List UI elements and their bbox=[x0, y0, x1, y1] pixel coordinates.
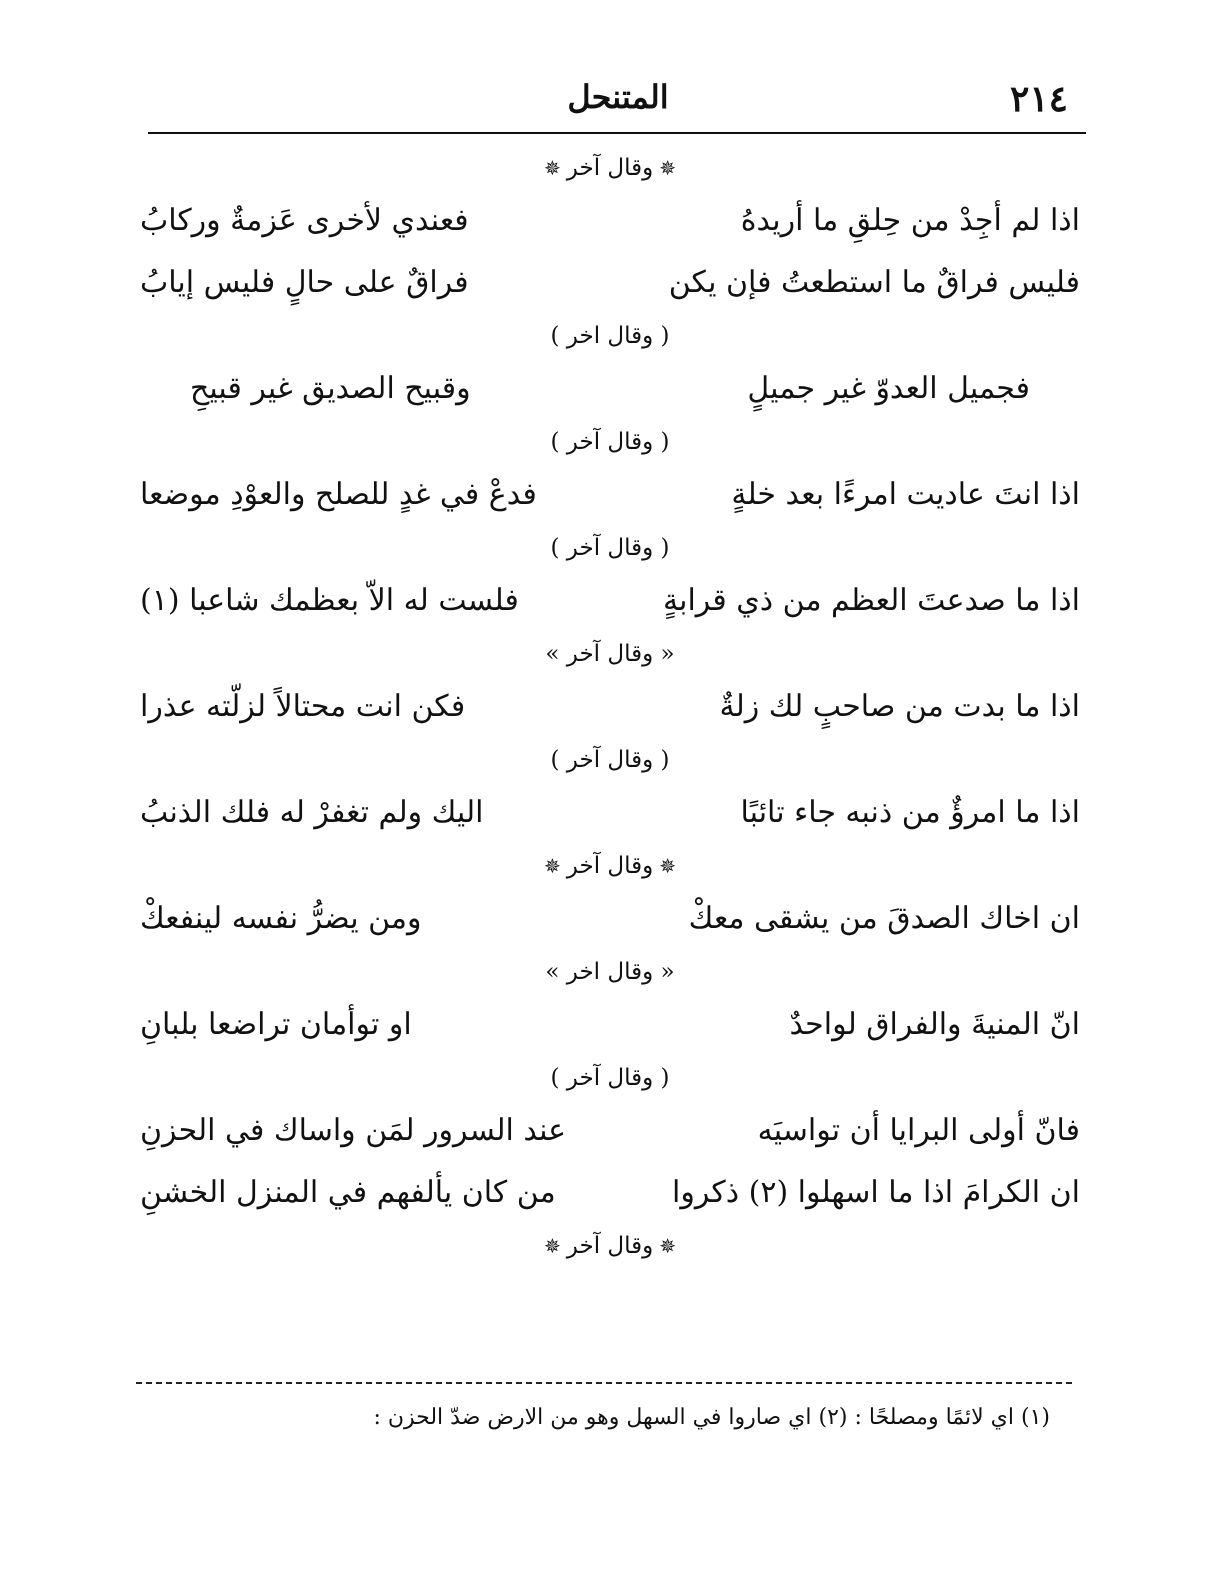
header-rule bbox=[148, 132, 1086, 134]
section-heading-text: وقال آخر bbox=[566, 155, 654, 181]
section-heading-text: « وقال اخر » bbox=[545, 959, 675, 985]
first-hemistich: اذا ما امرؤٌ من ذنبه جاء تائبًا bbox=[740, 795, 1080, 830]
section-heading-text: ( وقال آخر ) bbox=[550, 429, 670, 455]
poem-body bbox=[130, 146, 1090, 1268]
second-hemistich: فدعْ في غدٍ للصلح والعوْدِ موضعا bbox=[140, 477, 537, 512]
section-heading-text: وقال آخر bbox=[566, 1233, 654, 1259]
ornament-icon: ✵ bbox=[544, 156, 561, 180]
section-heading bbox=[130, 738, 1090, 782]
verse-line bbox=[130, 464, 1090, 526]
footnote-rule bbox=[136, 1382, 1072, 1384]
second-hemistich: فكن انت محتالاً لزلّته عذرا bbox=[140, 689, 466, 724]
first-hemistich: ان الكرامَ اذا ما اسهلوا (٢) ذكروا bbox=[672, 1175, 1080, 1210]
section-heading-text: ( وقال آخر ) bbox=[550, 535, 670, 561]
first-hemistich: اذا لم أجِدْ من حِلقِ ما أريدهُ bbox=[740, 203, 1080, 238]
second-hemistich: من كان يألفهم في المنزل الخشنِ bbox=[140, 1175, 556, 1210]
section-heading bbox=[130, 950, 1090, 994]
verse-line bbox=[130, 888, 1090, 950]
second-hemistich: فعندي لأخرى عَزمةٌ وركابُ bbox=[140, 203, 469, 238]
section-heading-text: ( وقال اخر ) bbox=[550, 323, 670, 349]
section-heading bbox=[130, 314, 1090, 358]
first-hemistich: فجميل العدوّ غير جميلٍ bbox=[747, 371, 1030, 406]
section-heading-text: « وقال آخر » bbox=[545, 641, 675, 667]
first-hemistich: ان اخاك الصدقَ من يشقى معكْ bbox=[688, 901, 1080, 936]
running-header bbox=[148, 78, 1088, 128]
second-hemistich: وقبيح الصديق غير قبيحِ bbox=[190, 371, 471, 406]
first-hemistich: اذا انتَ عاديت امرءًا بعد خلةٍ bbox=[731, 477, 1080, 512]
first-hemistich: اذا ما بدت من صاحبٍ لك زلةٌ bbox=[719, 689, 1080, 724]
ornament-icon: ✵ bbox=[544, 854, 561, 878]
verse-line bbox=[130, 1162, 1090, 1224]
verse-line bbox=[130, 994, 1090, 1056]
section-heading-text: ( وقال آخر ) bbox=[550, 747, 670, 773]
verse-line bbox=[130, 1100, 1090, 1162]
second-hemistich: ومن يضرُّ نفسه لينفعكْ bbox=[140, 901, 422, 936]
ornament-icon: ✵ bbox=[659, 854, 676, 878]
first-hemistich: فانّ أولى البرايا أن تواسيَه bbox=[757, 1113, 1080, 1148]
section-heading-text: ( وقال آخر ) bbox=[550, 1065, 670, 1091]
section-heading-text: وقال آخر bbox=[566, 853, 654, 879]
verse-line bbox=[130, 782, 1090, 844]
verse-line bbox=[130, 358, 1090, 420]
first-hemistich: انّ المنيةَ والفراق لواحدٌ bbox=[789, 1007, 1080, 1042]
second-hemistich: اليك ولم تغفرْ له فلك الذنبُ bbox=[140, 795, 484, 830]
verse-line bbox=[130, 190, 1090, 252]
ornament-icon: ✵ bbox=[544, 1234, 561, 1258]
first-hemistich: فليس فراقٌ ما استطعتُ فإن يكن bbox=[668, 265, 1080, 300]
page-number: ٢١٤ bbox=[1009, 78, 1068, 120]
section-heading bbox=[130, 146, 1090, 190]
verse-line bbox=[130, 676, 1090, 738]
ornament-icon: ✵ bbox=[659, 156, 676, 180]
section-heading bbox=[130, 420, 1090, 464]
second-hemistich: فراقٌ على حالٍ فليس إيابُ bbox=[140, 265, 469, 300]
first-hemistich: اذا ما صدعتَ العظم من ذي قرابةٍ bbox=[663, 583, 1080, 618]
footnote: (١) اي لائمًا ومصلحًا : (٢) اي صاروا في السهل وهو من الارض ضدّ الحزن : bbox=[373, 1405, 1050, 1430]
second-hemistich: او توأمان تراضعا بلبانِ bbox=[140, 1007, 412, 1042]
second-hemistich: فلست له الاّ بعظمك شاعبا (١) bbox=[140, 583, 519, 618]
section-heading bbox=[130, 1056, 1090, 1100]
section-heading bbox=[130, 632, 1090, 676]
ornament-icon: ✵ bbox=[659, 1234, 676, 1258]
verse-line bbox=[130, 570, 1090, 632]
section-heading bbox=[130, 1224, 1090, 1268]
second-hemistich: عند السرور لمَن واساك في الحزنِ bbox=[140, 1113, 567, 1148]
running-title: المتنحل bbox=[567, 78, 669, 116]
section-heading bbox=[130, 526, 1090, 570]
section-heading bbox=[130, 844, 1090, 888]
verse-line bbox=[130, 252, 1090, 314]
